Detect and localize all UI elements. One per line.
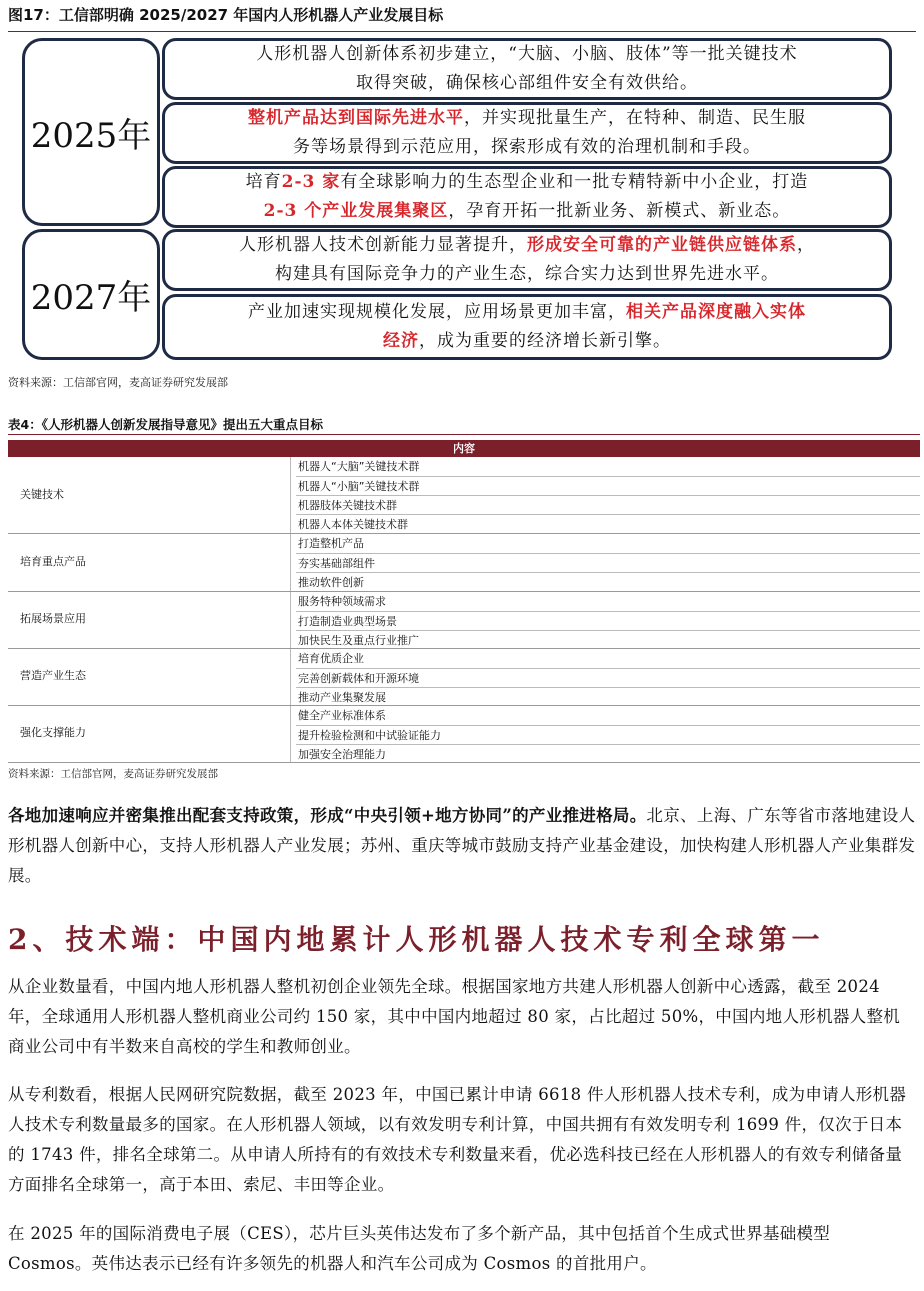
table-cell: 机器肢体关键技术群: [296, 495, 920, 514]
group-label: 培育重点产品: [20, 555, 86, 568]
table-cell: 提升检验检测和中试验证能力: [296, 725, 920, 744]
table-cell: 推动软件创新: [296, 572, 920, 591]
year-2025-box: [22, 38, 160, 226]
table-title-rule: [8, 434, 920, 435]
table-cell: 打造整机产品: [298, 537, 364, 550]
table-cell: 夯实基础部组件: [296, 553, 920, 572]
table-title: 表4：《人形机器人创新发展指导意见》提出五大重点目标: [8, 417, 323, 432]
goal-1-line-2: 取得突破，确保核心部组件安全有效供给。: [355, 73, 698, 93]
column-divider: [290, 457, 291, 533]
figure-title: 图17：工信部明确 2025/2027 年国内人形机器人产业发展目标: [8, 6, 444, 24]
goal-3-pre: 培育: [245, 172, 282, 192]
table-group: [8, 457, 920, 534]
table-source: 资料来源：工信部官网，麦高证券研究发展部: [8, 768, 218, 780]
goal-4-line-2: 构建具有国际竞争力的产业生态，综合实力达到世界先进水平。: [275, 264, 779, 284]
table-cell: 服务特种领域需求: [298, 595, 386, 608]
column-divider: [290, 706, 291, 762]
table-group: [8, 592, 920, 649]
goal-4-highlight: 形成安全可靠的产业链供应链体系: [527, 235, 797, 255]
year-2027-label: 2027年: [30, 278, 152, 318]
goal-5-line-2: ，成为重要的经济增长新引擎。: [419, 331, 671, 351]
table-group: [8, 534, 920, 592]
goal-box-2: [162, 102, 892, 164]
goal-4-pre: 人形机器人技术创新能力显著提升，: [239, 235, 527, 255]
paragraph-companies: 从企业数量看，中国内地人形机器人整机初创企业领先全球。根据国家地方共建人形机器人创新中心透露，截至 2024 年，全球通用人形机器人整机商业公司约 150 家，其中中国内地超过 80 家，占比超过 50%，中国内地人形机器人整机商业公司中有半数来自高校的学生和教师创业。: [8, 977, 901, 1056]
table-cell: 加强安全治理能力: [296, 744, 920, 763]
goal-5-highlight-2: 经济: [383, 331, 419, 351]
goal-box-1: [162, 38, 892, 100]
group-label: 拓展场景应用: [20, 612, 86, 625]
goal-3-line-1: 有全球影响力的生态型企业和一批专精特新中小企业，打造: [340, 172, 809, 192]
year-2027-box: [22, 229, 160, 360]
goal-4-post: ，: [797, 235, 815, 255]
table-header: 内容: [8, 440, 920, 457]
goal-3-highlight-1: 2-3 家: [281, 172, 341, 192]
goal-2-highlight: 整机产品达到国际先进水平: [248, 108, 464, 128]
year-2025-label: 2025年: [30, 115, 152, 156]
group-label: 强化支撑能力: [20, 726, 86, 739]
group-label: 关键技术: [20, 488, 64, 501]
goal-3-line-2: ，孕育开拓一批新业务、新模式、新业态。: [448, 201, 791, 221]
paragraph-policy-lead: 各地加速响应并密集推出配套支持政策，形成“中央引领+地方协同”的产业推进格局。: [8, 806, 647, 825]
table-cell: 加快民生及重点行业推广: [296, 630, 920, 649]
paragraph-ces: 在 2025 年的国际消费电子展（CES），芯片巨头英伟达发布了多个新产品，其中包括首个生成式世界基础模型 Cosmos。英伟达表示已经有许多领先的机器人和汽车公司成为 Cosmos 的首批用户。: [8, 1224, 831, 1273]
goal-5-highlight-1: 相关产品深度融入实体: [626, 302, 806, 322]
column-divider: [290, 649, 291, 705]
table-cell: 机器人本体关键技术群: [296, 514, 920, 533]
figure-source: 资料来源：工信部官网，麦高证券研究发展部: [8, 376, 228, 389]
goal-box-4: [162, 229, 892, 291]
column-divider: [290, 592, 291, 648]
paragraph-policy-body: 北京、上海、广东等省市落地建设人形机器人创新中心，支持人形机器人产业发展；苏州、重庆等城市鼓励支持产业基金建设，加快构建人形机器人产业集群发展。: [8, 806, 916, 885]
paragraph-patents: 从专利数看，根据人民网研究院数据，截至 2023 年，中国已累计申请 6618 件人形机器人技术专利，成为申请人形机器人技术专利数量最多的国家。在人形机器人领域，以有效发明专利计算，中国共拥有有效发明专利 1699 件，仅次于日本的 1743 件，排名全球第二。从申请人所持有的有效技术专利数量来看，优必选科技已经在人形机器人的有效专利储备量方面排名全球第一，高于本田、索尼、丰田等企业。: [8, 1085, 907, 1194]
goal-2-line-1: ，并实现批量生产，在特种、制造、民生服: [464, 108, 806, 128]
goal-box-5: [162, 294, 892, 360]
table-cell: 打造制造业典型场景: [296, 611, 920, 630]
goal-5-pre: 产业加速实现规模化发展，应用场景更加丰富，: [248, 302, 626, 322]
table-cell: 机器人“大脑”关键技术群: [298, 460, 420, 473]
table-cell: 机器人“小脑”关键技术群: [296, 476, 920, 495]
table-cell: 健全产业标准体系: [298, 709, 386, 722]
table-cell: 完善创新载体和开源环境: [296, 668, 920, 687]
figure-title-rule: [8, 31, 916, 32]
goal-2-line-2: 务等场景得到示范应用，探索形成有效的治理机制和手段。: [293, 137, 761, 157]
goal-1-line-1: 人形机器人创新体系初步建立，“大脑、小脑、肢体”等一批关键技术: [256, 44, 798, 64]
group-label: 营造产业生态: [20, 669, 86, 682]
table-cell: 培育优质企业: [298, 652, 364, 665]
table-group: [8, 706, 920, 763]
goal-3-highlight-2: 2-3 个产业发展集聚区: [263, 201, 449, 221]
section-heading: 2、技术端：中国内地累计人形机器人技术专利全球第一: [8, 923, 825, 956]
table-cell: 推动产业集聚发展: [296, 687, 920, 706]
goal-box-3: [162, 166, 892, 228]
paragraph-policy: [8, 801, 916, 891]
table-group: [8, 649, 920, 706]
column-divider: [290, 534, 291, 591]
